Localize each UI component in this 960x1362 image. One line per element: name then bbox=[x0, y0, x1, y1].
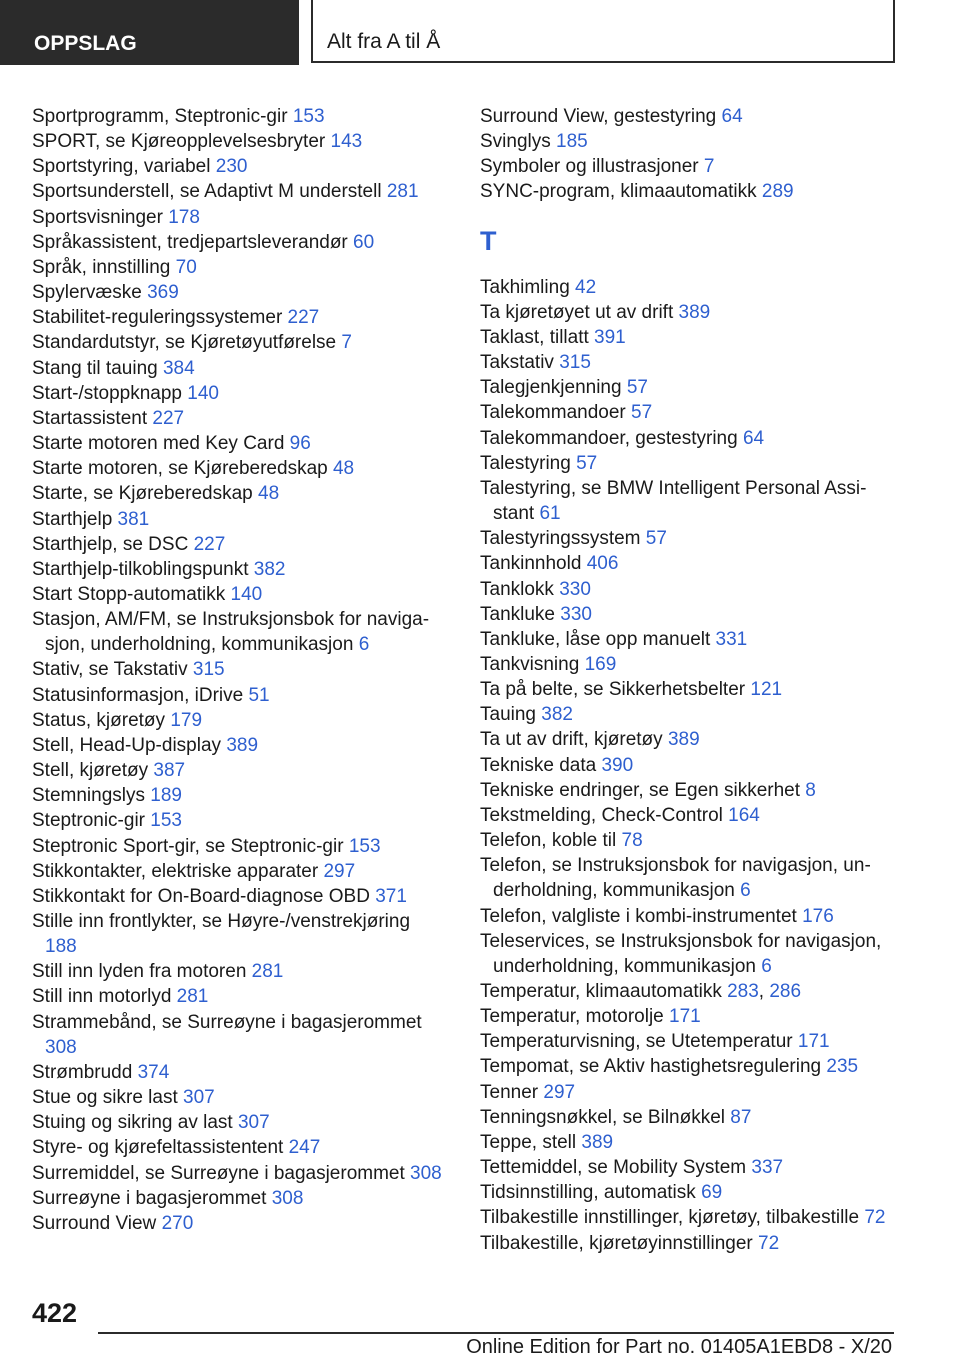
page-link[interactable]: 140 bbox=[230, 583, 263, 605]
entry-label: Stuing og sikring av last bbox=[32, 1112, 238, 1134]
entry-label: Stasjon, AM/FM, se Instruksjonsbok for navigasjon, underholdning, kommunikasjon bbox=[32, 609, 430, 656]
entry-label: Tettemiddel, se Mobility System bbox=[480, 1157, 752, 1179]
entry-label: SYNC-program, klimaautomatikk bbox=[480, 181, 762, 203]
entry-label: Surremiddel, se Surreøyne i bagasjerommet bbox=[32, 1162, 411, 1184]
entry-label: Tekniske data bbox=[480, 754, 602, 776]
page-number: 422 bbox=[32, 1298, 78, 1328]
entry-label: Talestyringssystem bbox=[480, 528, 646, 550]
entry-label: SPORT, se Kjøreopplevelsesbryter bbox=[32, 131, 331, 153]
index-entry bbox=[32, 507, 442, 532]
index-entry bbox=[480, 778, 900, 803]
entry-label: Tekstmelding, Check-Control bbox=[480, 804, 729, 826]
index-group-s bbox=[480, 104, 900, 205]
page-link[interactable]: 281 bbox=[251, 961, 284, 983]
section-tab: OPPSLAG bbox=[0, 0, 299, 65]
page-link[interactable]: 185 bbox=[556, 131, 588, 153]
page-link[interactable]: 57 bbox=[576, 452, 598, 474]
index-entry bbox=[480, 300, 900, 325]
page-link[interactable]: 281 bbox=[176, 986, 209, 1008]
index-entry bbox=[32, 230, 442, 255]
page-link[interactable]: 169 bbox=[584, 653, 617, 675]
footer-edition bbox=[0, 1336, 892, 1359]
entry-label: Sportsunderstell, se Adaptivt M understell bbox=[32, 181, 387, 203]
entry-label: Steptronic-gir bbox=[32, 810, 151, 832]
index-entry bbox=[32, 1161, 442, 1186]
page-link[interactable]: 188 bbox=[45, 936, 77, 958]
index-entry bbox=[480, 803, 900, 828]
entry-label: Teleservices, se Instruksjonsbok for navigasjon, underholdning, kommunikasjon bbox=[480, 930, 882, 977]
index-entry bbox=[480, 627, 900, 652]
entry-label: Tankinnhold bbox=[480, 553, 587, 575]
entry-label: Surreøyne i bagasjerommet bbox=[32, 1187, 272, 1209]
entry-label: Stikkontakt for On-Board-diagnose OBD bbox=[32, 885, 376, 907]
index-column-right bbox=[480, 104, 900, 1256]
index-column-left bbox=[32, 104, 442, 1236]
index-entry bbox=[480, 602, 900, 627]
page-link[interactable]: 270 bbox=[161, 1212, 194, 1234]
entry-label: Tauing bbox=[480, 704, 542, 726]
entry-label: Symboler og illustrasjoner bbox=[480, 156, 704, 178]
index-entry bbox=[480, 753, 900, 778]
index-entry bbox=[480, 904, 900, 929]
index-entry bbox=[480, 1004, 900, 1029]
entry-label: Startassistent bbox=[32, 407, 153, 429]
entry-label: Talekommandoer, gestestyring bbox=[480, 427, 743, 449]
page-link[interactable]: 390 bbox=[601, 754, 634, 776]
page-link[interactable]: 6 bbox=[740, 880, 751, 902]
entry-label: Tankluke, låse opp manuelt bbox=[480, 628, 716, 650]
index-entry bbox=[480, 1105, 900, 1130]
page-link[interactable]: 179 bbox=[170, 709, 203, 731]
entry-label: Språk, innstilling bbox=[32, 256, 176, 278]
page-link[interactable]: 70 bbox=[175, 256, 197, 278]
index-entry bbox=[32, 456, 442, 481]
entry-label: Tilbakestille innstillinger, kjøretøy, tilbakestille bbox=[480, 1207, 865, 1229]
page-link[interactable]: 389 bbox=[226, 734, 259, 756]
index-entry bbox=[480, 1130, 900, 1155]
entry-label: Talestyring, se BMW Intelligent Personal Assistant bbox=[480, 477, 867, 525]
page-link[interactable]: 307 bbox=[183, 1087, 215, 1109]
entry-label: Tanklokk bbox=[480, 578, 560, 600]
entry-label: Ta ut av drift, kjøretøy bbox=[480, 729, 668, 751]
entry-label: Steptronic Sport-gir, se Steptronic-gir bbox=[32, 835, 349, 857]
index-entry bbox=[480, 1029, 900, 1054]
page-link[interactable]: 227 bbox=[287, 307, 320, 329]
index-entry bbox=[480, 652, 900, 677]
index-entry bbox=[480, 104, 900, 129]
page-link[interactable]: 143 bbox=[330, 131, 363, 153]
entry-label: Tankvisning bbox=[480, 653, 585, 675]
page-link[interactable]: 382 bbox=[253, 558, 286, 580]
page-link[interactable]: 140 bbox=[187, 382, 219, 404]
index-entry bbox=[480, 154, 900, 179]
index-entry bbox=[32, 381, 442, 406]
page-link[interactable]: 96 bbox=[289, 433, 311, 455]
page-link[interactable]: 308 bbox=[45, 1036, 77, 1058]
index-entry bbox=[32, 205, 442, 230]
index-entry bbox=[32, 1010, 442, 1060]
page-link[interactable]: 286 bbox=[769, 981, 802, 1002]
entry-label: Stell, Head-Up-display bbox=[32, 734, 227, 756]
page-link[interactable]: 8 bbox=[805, 779, 816, 801]
page-link[interactable]: 64 bbox=[721, 106, 743, 127]
section-letter: T bbox=[480, 225, 497, 256]
entry-label: Stell, kjøretøy bbox=[32, 760, 154, 782]
page-link[interactable]: 48 bbox=[258, 483, 280, 505]
page-link[interactable]: 297 bbox=[323, 860, 356, 882]
entry-label: Strømbrudd bbox=[32, 1061, 138, 1083]
index-entry bbox=[480, 577, 900, 602]
entry-label: Talegjenkjenning bbox=[480, 377, 627, 399]
entry-label: Tekniske endringer, se Egen sikkerhet bbox=[480, 779, 806, 801]
index-entry bbox=[480, 551, 900, 576]
page-link[interactable]: 57 bbox=[626, 377, 648, 399]
entry-label: Ta kjøretøyet ut av drift bbox=[480, 301, 679, 323]
index-entry bbox=[32, 959, 442, 984]
entry-label: Start Stopp-automatikk bbox=[32, 583, 231, 605]
page-link[interactable]: 330 bbox=[559, 578, 591, 600]
entry-label: Starte, se Kjøreberedskap bbox=[32, 483, 258, 505]
page-link[interactable]: 164 bbox=[728, 804, 760, 826]
index-entry bbox=[32, 154, 442, 179]
page-link[interactable]: 178 bbox=[168, 206, 200, 228]
page-link[interactable]: 64 bbox=[742, 427, 765, 449]
page-link[interactable]: 57 bbox=[645, 528, 667, 550]
page-link[interactable]: 406 bbox=[586, 553, 619, 575]
page-link[interactable]: 6 bbox=[358, 634, 370, 656]
entry-label: Statusinformasjon, iDrive bbox=[32, 684, 249, 706]
index-entry: Temperatur, klimaautomatikk 283, 286 bbox=[480, 981, 802, 1002]
index-entry bbox=[480, 426, 900, 451]
page-link[interactable]: 48 bbox=[332, 458, 355, 480]
entry-label: Telefon, valgliste i kombi-instrumentet bbox=[480, 905, 803, 927]
entry-label: Tempomat, se Aktiv hastighetsregulering bbox=[480, 1056, 827, 1078]
entry-label: Stabilitet-reguleringssystemer bbox=[32, 307, 288, 329]
index-entry bbox=[480, 1180, 900, 1205]
entry-label: Sportsvisninger bbox=[32, 206, 169, 228]
page-link[interactable]: 87 bbox=[730, 1106, 752, 1128]
page-link[interactable]: 230 bbox=[215, 156, 248, 178]
index-entry bbox=[480, 853, 900, 903]
index-entry bbox=[32, 834, 442, 859]
entry-label: Tilbakestille, kjøretøyinnstillinger bbox=[480, 1232, 759, 1254]
page-link[interactable]: 60 bbox=[353, 231, 375, 253]
page-link[interactable]: 308 bbox=[410, 1162, 442, 1184]
entry-label: Temperatur, motorolje bbox=[480, 1006, 670, 1028]
entry-label: Språkassistent, tredjepartsleverandør bbox=[32, 231, 354, 253]
page-link[interactable]: 42 bbox=[575, 276, 597, 298]
entry-label: Tenningsnøkkel, se Bilnøkkel bbox=[480, 1106, 731, 1128]
entry-label: Stue og sikre last bbox=[32, 1087, 184, 1109]
index-entry bbox=[32, 532, 442, 557]
index-entry bbox=[32, 179, 442, 204]
entry-label: Stille inn frontlykter, se Høyre-/venstrekjøring bbox=[32, 911, 411, 932]
page-link[interactable]: 72 bbox=[864, 1207, 886, 1229]
index-entry bbox=[32, 783, 442, 808]
page-link[interactable]: 371 bbox=[375, 885, 407, 907]
entry-label: Talekommandoer bbox=[480, 402, 632, 424]
page-link[interactable]: 382 bbox=[541, 704, 573, 726]
index-entry bbox=[32, 557, 442, 582]
page-link[interactable]: 387 bbox=[153, 760, 186, 782]
page-link[interactable]: 369 bbox=[147, 282, 179, 304]
page-link[interactable]: 315 bbox=[192, 659, 225, 681]
index-entry bbox=[480, 476, 900, 526]
page-link[interactable]: 78 bbox=[621, 830, 643, 852]
entry-label: Sportstyring, variabel bbox=[32, 156, 216, 178]
index-entry bbox=[32, 758, 442, 783]
page-link[interactable]: 176 bbox=[802, 905, 834, 927]
page-link[interactable]: 72 bbox=[758, 1232, 780, 1254]
page-link[interactable]: 61 bbox=[539, 503, 561, 525]
page-link[interactable]: 153 bbox=[150, 810, 182, 832]
entry-label: Tankluke bbox=[480, 603, 561, 625]
page-link[interactable]: 389 bbox=[667, 729, 700, 751]
page-link[interactable]: 389 bbox=[581, 1131, 614, 1153]
page-link[interactable]: 289 bbox=[761, 181, 794, 203]
index-entry bbox=[480, 677, 900, 702]
entry-label: Start-/stoppknapp bbox=[32, 382, 188, 404]
entry-label: Stemningslys bbox=[32, 785, 151, 807]
page-link[interactable]: 315 bbox=[559, 352, 591, 374]
page-link[interactable]: 227 bbox=[152, 407, 185, 429]
entry-label: Temperatur, klimaautomatikk bbox=[480, 981, 728, 1002]
index-entry bbox=[480, 828, 900, 853]
page-link[interactable]: 235 bbox=[826, 1056, 859, 1078]
entry-label: Surround View bbox=[32, 1212, 162, 1234]
index-entry bbox=[480, 929, 900, 979]
page-link[interactable]: 374 bbox=[137, 1061, 170, 1083]
page-link[interactable]: 227 bbox=[193, 533, 226, 555]
index-entry bbox=[480, 1205, 900, 1230]
footer-rule bbox=[98, 1332, 894, 1334]
page-link[interactable]: 297 bbox=[543, 1081, 576, 1103]
page-link[interactable]: 121 bbox=[750, 679, 783, 701]
index-entry bbox=[480, 400, 900, 425]
index-entry bbox=[32, 733, 442, 758]
index-entry bbox=[480, 1231, 900, 1256]
page-link[interactable]: 6 bbox=[761, 955, 772, 977]
index-entry bbox=[32, 280, 442, 305]
entry-label: Stativ, se Takstativ bbox=[32, 659, 193, 681]
page-link[interactable]: 308 bbox=[271, 1187, 304, 1209]
page-link[interactable]: 307 bbox=[237, 1112, 270, 1134]
entry-label: Starthjelp, se DSC bbox=[32, 533, 194, 555]
index-entry bbox=[32, 1211, 442, 1236]
index-entry bbox=[32, 1110, 442, 1135]
page-link[interactable]: 57 bbox=[631, 402, 653, 424]
index-entry bbox=[32, 984, 442, 1009]
index-entry bbox=[480, 129, 900, 154]
entry-label: Standardutstyr, se Kjøretøyutførelse bbox=[32, 332, 342, 354]
index-entry bbox=[32, 305, 442, 330]
index-entry bbox=[32, 104, 442, 129]
index-entry bbox=[480, 325, 900, 350]
index-entry bbox=[32, 129, 442, 154]
index-entry bbox=[32, 1186, 442, 1211]
index-entry bbox=[32, 406, 442, 431]
page-link[interactable]: 153 bbox=[348, 835, 381, 857]
index-entry bbox=[480, 451, 900, 476]
index-entry bbox=[32, 808, 442, 833]
page-link[interactable]: 283 bbox=[727, 981, 759, 1002]
entry-label: Starthjelp-tilkoblingspunkt bbox=[32, 558, 254, 580]
entry-label: Styre- og kjørefeltassistentent bbox=[32, 1137, 289, 1159]
page-link[interactable]: 384 bbox=[162, 357, 195, 379]
index-entry bbox=[32, 657, 442, 682]
page-link[interactable]: 153 bbox=[292, 106, 325, 127]
entry-label: Takstativ bbox=[480, 352, 560, 374]
entry-label: Surround View, gestestyring bbox=[480, 106, 722, 127]
index-entry bbox=[32, 1135, 442, 1160]
index-entry bbox=[32, 859, 442, 884]
index-group-t bbox=[480, 275, 900, 1256]
index-entry bbox=[32, 1085, 442, 1110]
index-entry bbox=[32, 884, 442, 909]
page-link[interactable]: 389 bbox=[678, 301, 711, 323]
entry-label: Sportprogramm, Steptronic-gir bbox=[32, 106, 293, 127]
index-entry bbox=[32, 708, 442, 733]
entry-label: Teppe, stell bbox=[480, 1131, 582, 1153]
entry-label: Still inn motorlyd bbox=[32, 986, 177, 1008]
entry-label: Starte motoren med Key Card bbox=[32, 433, 290, 455]
page-link[interactable]: 7 bbox=[703, 156, 715, 178]
page-link[interactable]: 189 bbox=[150, 785, 182, 807]
page-link[interactable]: 247 bbox=[288, 1137, 321, 1159]
page-link[interactable]: 391 bbox=[594, 326, 626, 348]
page-link[interactable]: 330 bbox=[560, 603, 592, 625]
entry-label: Telefon, koble til bbox=[480, 830, 622, 852]
index-entry bbox=[480, 727, 900, 752]
entry-label: Starte motoren, se Kjøreberedskap bbox=[32, 458, 333, 480]
page-link[interactable]: 281 bbox=[386, 181, 419, 203]
entry-label: Telefon, se Instruksjonsbok for navigasjon, underholdning, kommunikasjon bbox=[480, 855, 871, 902]
entry-label: Stikkontakter, elektriske apparater bbox=[32, 860, 324, 882]
page-title: Alt fra A til Å bbox=[311, 0, 895, 63]
entry-label: Ta på belte, se Sikkerhetsbelter bbox=[480, 679, 751, 701]
page-link[interactable]: 381 bbox=[117, 508, 150, 530]
index-entry bbox=[480, 1054, 900, 1079]
index-entry bbox=[32, 683, 442, 708]
entry-label: Strammebånd, se Surreøyne i bagasjerommet bbox=[32, 1011, 422, 1033]
entry-label: Taklast, tillatt bbox=[480, 326, 595, 348]
index-entry bbox=[32, 481, 442, 506]
page-link[interactable]: 69 bbox=[701, 1182, 723, 1204]
entry-label: Tidsinnstilling, automatisk bbox=[480, 1182, 702, 1204]
page-header bbox=[0, 0, 960, 65]
index-entry bbox=[32, 356, 442, 381]
index-entry bbox=[480, 702, 900, 727]
edition-text: Online Edition for Part no. 01405A1EBD8 - X/20 bbox=[466, 1336, 892, 1358]
index-entry bbox=[480, 1080, 900, 1105]
index-entry bbox=[32, 607, 442, 657]
entry-label: Starthjelp bbox=[32, 508, 118, 530]
index-entry bbox=[480, 526, 900, 551]
entry-label: Tenner bbox=[480, 1081, 544, 1103]
index-entry bbox=[480, 375, 900, 400]
index-entry bbox=[480, 1155, 900, 1180]
page-link[interactable]: 171 bbox=[669, 1006, 701, 1028]
index-entry bbox=[32, 582, 442, 607]
entry-label: Status, kjøretøy bbox=[32, 709, 171, 731]
index-entry bbox=[32, 431, 442, 456]
index-entry bbox=[480, 350, 900, 375]
page-link[interactable]: 331 bbox=[715, 628, 748, 650]
index-entry bbox=[480, 179, 900, 204]
entry-label: Talestyring bbox=[480, 452, 577, 474]
entry-label: Svinglys bbox=[480, 131, 557, 153]
page-link[interactable]: 171 bbox=[797, 1031, 830, 1053]
entry-label: Takhimling bbox=[480, 276, 576, 298]
page-link[interactable]: 51 bbox=[248, 684, 270, 706]
page-link[interactable]: 337 bbox=[751, 1157, 784, 1179]
entry-label: Still inn lyden fra motoren bbox=[32, 961, 252, 983]
entry-label: Temperaturvisning, se Utetemperatur bbox=[480, 1031, 798, 1053]
index-entry bbox=[32, 255, 442, 280]
index-entry bbox=[480, 275, 900, 300]
entry-label: Stang til tauing bbox=[32, 357, 163, 379]
index-entry bbox=[32, 1060, 442, 1085]
index-entry bbox=[32, 330, 442, 355]
page-link[interactable]: 7 bbox=[341, 332, 352, 354]
entry-label: Spylervæske bbox=[32, 282, 148, 304]
index-entry bbox=[32, 909, 442, 959]
